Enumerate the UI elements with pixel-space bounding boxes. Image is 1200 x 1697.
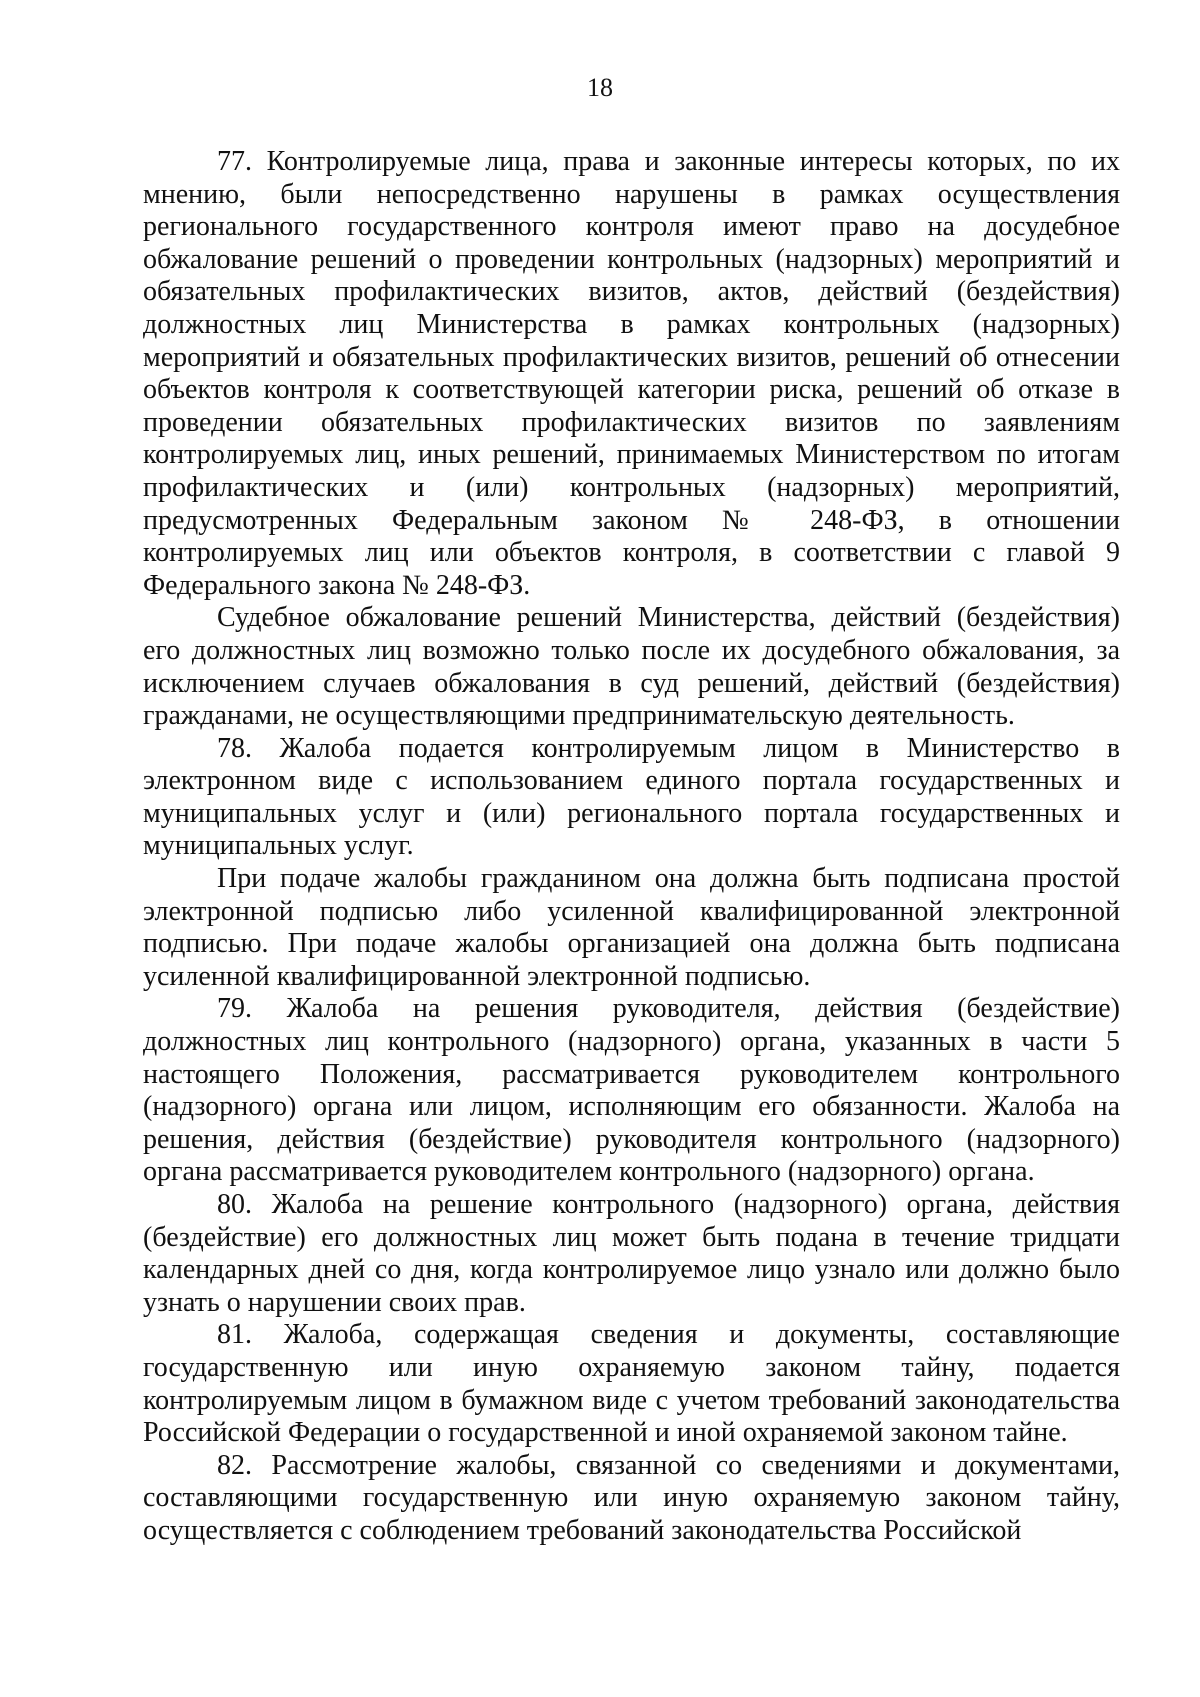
paragraph-77-judicial-appeal: Судебное обжалование решений Министерства, действий (бездействия) его должностных лиц возможно только после их досудебного обжалования, за исключением случаев обжалования в суд решений, действий (бездействия) гражданами, не осуществляющими предпринимательскую деятельность. [143, 602, 1120, 732]
page-number: 18 [587, 73, 613, 102]
document-body [143, 146, 1120, 1548]
paragraph-78: 78. Жалоба подается контролируемым лицом в Министерство в электронном виде с использованием единого портала государственных и муниципальных услуг и (или) регионального портала государственных и муниципальных услуг. [143, 732, 1120, 862]
paragraph-82: 82. Рассмотрение жалобы, связанной со сведениями и документами, составляющими государственную или иную охраняемую законом тайну, осуществляется с соблюдением требований законодательства Российской [143, 1449, 1120, 1546]
paragraph-77: 77. Контролируемые лица, права и законные интересы которых, по их мнению, были непосредственно нарушены в рамках осуществления регионального государственного контроля имеют право на досудебное обжалование решений о проведении контрольных (надзорных) мероприятий и обязательных профилактических визитов, актов, действий (бездействия) должностных лиц Министерства в рамках контрольных (надзорных) мероприятий и обязательных профилактических визитов, решений об отнесении объектов контроля к соответствующей категории риска, решений об отказе в проведении обязательных профилактических визитов по заявлениям контролируемых лиц, иных решений, принимаемых Министерством по итогам профилактических и (или) контрольных (надзорных) мероприятий, предусмотренных Федеральным законом № 248-ФЗ, в отношении контролируемых лиц или объектов контроля, в соответствии с главой 9 Федерального закона № 248-ФЗ. [143, 146, 1120, 601]
paragraph-79: 79. Жалоба на решения руководителя, действия (бездействие) должностных лиц контрольного (надзорного) органа, указанных в части 5 настоящего Положения, рассматривается руководителем контрольного (надзорного) органа или лицом, исполняющим его обязанности. Жалоба на решения, действия (бездействие) руководителя контрольного (надзорного) органа рассматривается руководителем контрольного (надзорного) органа. [143, 993, 1120, 1188]
paragraph-81: 81. Жалоба, содержащая сведения и документы, составляющие государственную или иную охраняемую законом тайну, подается контролируемым лицом в бумажном виде с учетом требований законодательства Российской Федерации о государственной и иной охраняемой законом тайне. [143, 1319, 1120, 1449]
paragraph-80: 80. Жалоба на решение контрольного (надзорного) органа, действия (бездействие) его должностных лиц может быть подана в течение тридцати календарных дней со дня, когда контролируемое лицо узнало или должно было узнать о нарушении своих прав. [143, 1189, 1120, 1318]
paragraph-78-signature: При подаче жалобы гражданином она должна быть подписана простой электронной подписью либо усиленной квалифицированной электронной подписью. При подаче жалобы организацией она должна быть подписана усиленной квалифицированной электронной подписью. [143, 863, 1120, 992]
